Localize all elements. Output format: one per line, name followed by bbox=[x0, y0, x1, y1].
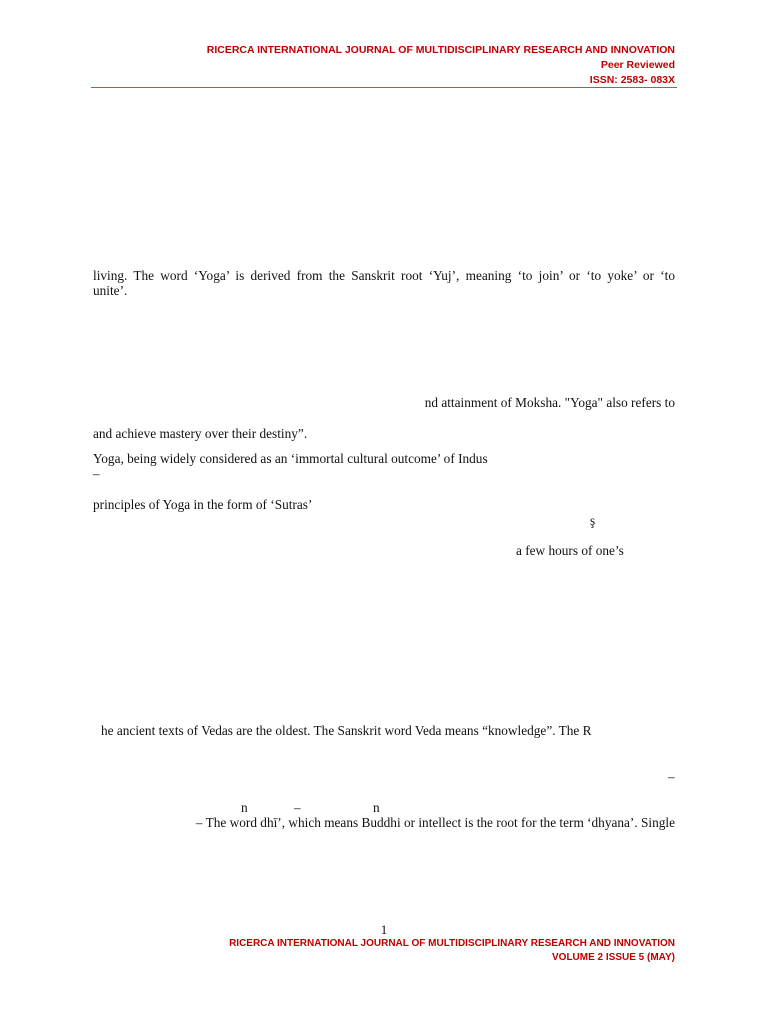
s-fragment: ş bbox=[590, 513, 596, 528]
page-number: 1 bbox=[380, 922, 388, 937]
dash-fragment-3: – bbox=[294, 800, 301, 815]
journal-title-footer: RICERCA INTERNATIONAL JOURNAL OF MULTIDISCIPLINARY RESEARCH AND INNOVATION bbox=[229, 938, 675, 949]
body-line-9: – The word dhī’, which means Buddhi or intellect is the root for the term ‘dhyana’. Single bbox=[195, 815, 675, 830]
dash-fragment-1: – bbox=[93, 466, 100, 481]
body-line-5: Yoga, being widely considered as an ‘immortal cultural outcome’ of Indus bbox=[93, 451, 488, 466]
journal-title-header: RICERCA INTERNATIONAL JOURNAL OF MULTIDISCIPLINARY RESEARCH AND INNOVATION bbox=[206, 44, 675, 56]
body-line-1: living. The word ‘Yoga’ is derived from the Sanskrit root ‘Yuj’, meaning ‘to join’ or ‘to yoke’ or ‘to bbox=[93, 268, 675, 283]
header-divider bbox=[91, 87, 677, 88]
body-line-7: a few hours of one’s bbox=[516, 543, 624, 558]
body-line-2: unite’. bbox=[93, 283, 128, 298]
n-fragment-1: n bbox=[241, 800, 248, 815]
issn-label: ISSN: 2583- 083X bbox=[589, 74, 675, 86]
peer-reviewed-label: Peer Reviewed bbox=[600, 59, 675, 71]
body-line-3: nd attainment of Moksha. "Yoga" also refers to bbox=[424, 395, 675, 410]
n-fragment-2: n bbox=[373, 800, 380, 815]
body-line-4: and achieve mastery over their destiny”. bbox=[93, 426, 308, 441]
dash-fragment-2: – bbox=[668, 769, 675, 784]
volume-issue-label: VOLUME 2 ISSUE 5 (MAY) bbox=[552, 952, 675, 963]
body-line-8: he ancient texts of Vedas are the oldest. The Sanskrit word Veda means “knowledge”. The R bbox=[101, 723, 592, 738]
body-line-6: principles of Yoga in the form of ‘Sutras’ bbox=[93, 497, 313, 512]
